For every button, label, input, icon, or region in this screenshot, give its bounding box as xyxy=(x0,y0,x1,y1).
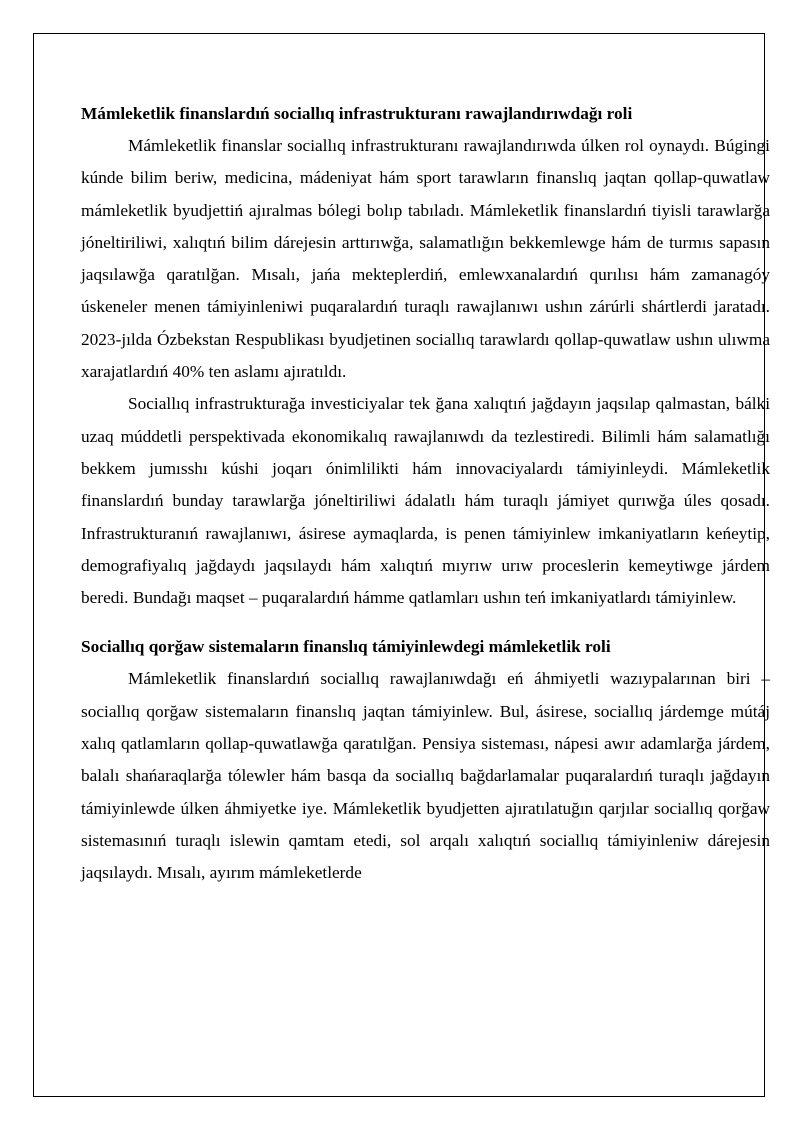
section-heading-state-finance-social-infrastructure: Mámleketlik finanslardıń sociallıq infrastrukturanı rawajlandırıwdağı roli xyxy=(81,104,633,123)
paragraph: Sociallıq infrastrukturağa investiciyalar tek ğana xalıqtıń jağdayın jaqsılap qalmastan, bálki uzaq múddetli perspektivada ekonomikalıq rawajlanıwdı da tezlestiredi. Bilimli hám salamatlığı bekkem jumısshı kúshi joqarı ónimlilikti hám innovaciyalardı támiyinleydi. Mámleketlik finanslardıń bunday tarawlarğa jóneltiriliwi ádalatlı hám turaqlı jámiyet qurıwğa úles qosadı. Infrastrukturanıń rawajlanıwı, ásirese aymaqlarda, is penen támiyinlew imkaniyatların keńeytip, demografiyalıq jağdaydı jaqsılaydı hám xalıqtıń mıyrıw urıw proceslerin kemeytiwge járdem beredi. Bundağı maqset – puqaralardıń hámme qatlamları ushın teń imkaniyatlardı támiyinlew. xyxy=(81,394,770,608)
section-heading-social-protection-financing: Sociallıq qorğaw sistemaların finanslıq támiyinlewdegi mámleketlik roli xyxy=(81,637,611,657)
paragraph: Mámleketlik finanslar sociallıq infrastrukturanı rawajlandırıwda úlken rol oynaydı. Búgingi kúnde bilim beriw, medicina, mádeniyat hám sport tarawların finanslıq jaqtan qollap-quwatlaw mámleketlik byudjettiń ajıralmas bólegi bolıp tabıladı. Mámleketlik finanslardıń tiyisli tarawlarğa jóneltiriliwi, xalıqtıń bilim dárejesin arttırıwğa, salamatlığın bekkemlewge hám de turmıs sapasın jaqsılawğa qaratılğan. Mısalı, jańa mekteplerdiń, emlewxanalardıń qurılısı hám zamanagóy úskeneler menen támiyinleniwi puqaralardıń turaqlı rawajlanıwı ushın zárúrli shártlerdi jaratadı. 2023-jılda Ózbekstan Respublikası byudjetinen sociallıq tarawlardı qollap-quwatlaw ushın ulıwma xarajatlardıń 40% ten aslamı ajıratıldı. xyxy=(81,136,770,382)
document-body xyxy=(81,97,770,890)
paragraph: Mámleketlik finanslardıń sociallıq rawajlanıwdağı eń áhmiyetli wazıypalarınan biri – sociallıq qorğaw sistemaların finanslıq jaqtan támiyinlew. Bul, ásirese, sociallıq járdemge mútáj xalıq qatlamların qollap-quwatlawğa qaratılğan. Pensiya sisteması, nápesi awır adamlarğa járdem, balalı shańaraqlarğa tólewler hám basqa da sociallıq bağdarlamalar puqaralardıń turaqlı jağdayın támiyinlewde úlken áhmiyetke iye. Mámleketlik byudjetten ajıratılatuğın qarjılar sociallıq qorğaw sistemasınıń turaqlı islewin qamtam etedi, sol arqalı xalıqtıń sociallıq támiyinleniw dárejesin jaqsılaydı. Mısalı, ayırım mámleketlerde xyxy=(81,669,770,883)
